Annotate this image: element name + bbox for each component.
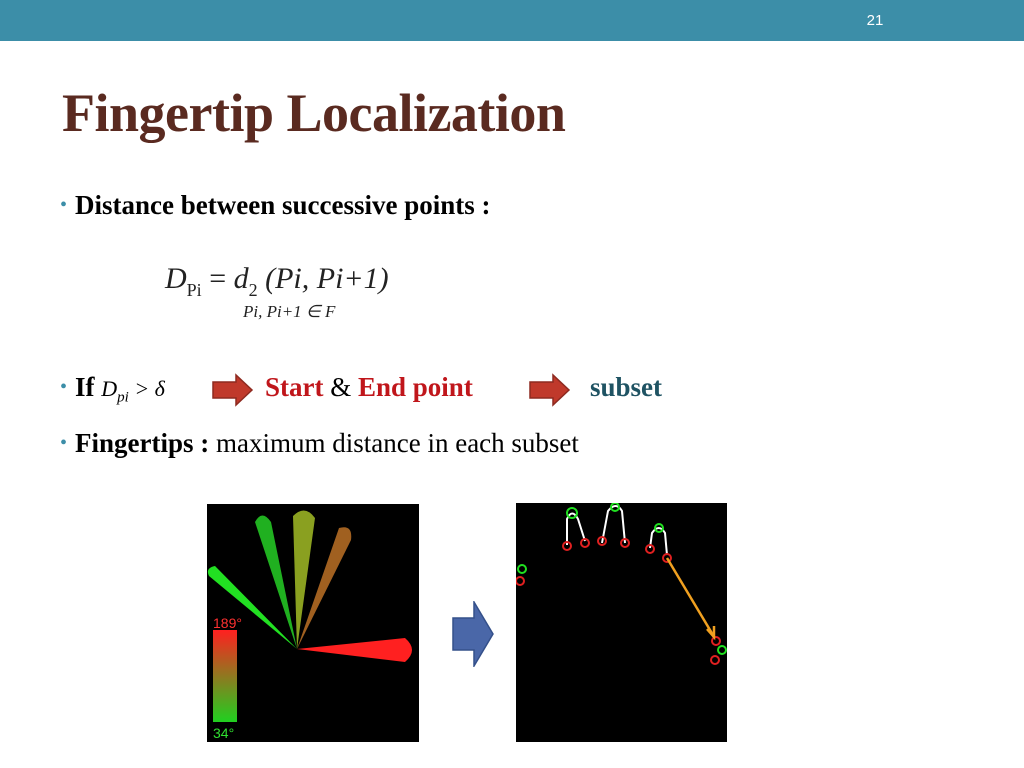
formula-under: Pi, Pi+1 ∈ F — [243, 302, 336, 321]
fingertip-detection-image — [516, 503, 727, 742]
slide-number: 21 — [866, 12, 884, 29]
formula-eq: = — [201, 262, 234, 295]
subset-text — [590, 372, 662, 403]
condition-rest: > δ — [128, 376, 165, 401]
condition-d: D — [101, 376, 118, 401]
start-label: Start — [265, 372, 324, 402]
angle-visualization-image — [207, 504, 419, 742]
condition-sub: pi — [117, 389, 129, 406]
bullet-dot: • — [60, 432, 68, 454]
scale-top-label: 189° — [213, 615, 242, 631]
bullet-distance-text: Distance between successive points : — [75, 190, 491, 220]
slide-title: Fingertip Localization — [62, 83, 566, 143]
formula-lhs: D — [165, 262, 187, 295]
bullet-fingertips — [60, 428, 579, 459]
bullet-dot: • — [60, 194, 68, 216]
scale-bottom-label: 34° — [213, 725, 235, 741]
bullet-if — [60, 372, 165, 406]
arrow-right-blue-icon — [452, 601, 494, 667]
bullet-dot: • — [60, 376, 68, 398]
formula-d-sub: 2 — [248, 280, 258, 300]
formula-lhs-sub: Pi — [186, 280, 202, 300]
end-point-label: End point — [358, 372, 473, 402]
if-label: If — [75, 372, 95, 402]
distance-formula — [165, 262, 389, 321]
formula-d: d — [233, 262, 249, 295]
start-end-text — [265, 372, 473, 403]
subset-label: subset — [590, 372, 663, 402]
arrow-right-icon — [529, 373, 571, 407]
fingertips-label: Fingertips : — [75, 428, 210, 458]
bullet-distance — [60, 190, 490, 221]
condition — [101, 376, 165, 406]
amp-label: & — [330, 372, 352, 402]
arrow-right-icon — [212, 373, 254, 407]
formula-args: (Pi, Pi+1) — [265, 262, 389, 295]
fingertips-desc: maximum distance in each subset — [209, 428, 579, 458]
